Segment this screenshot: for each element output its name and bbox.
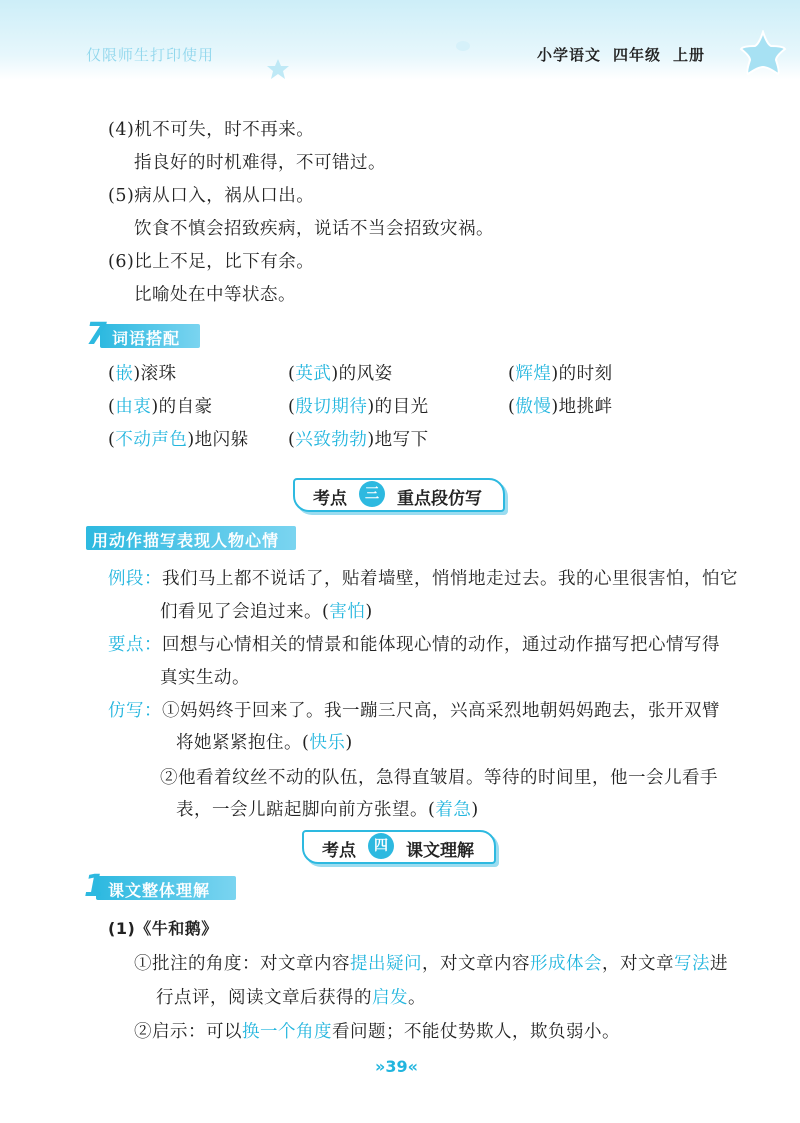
imitate-label: 仿写： bbox=[108, 701, 162, 721]
idiom-phrase: (4)机不可失，时不再来。 bbox=[108, 120, 315, 140]
idiom-phrase: (5)病从口入，祸从口出。 bbox=[108, 186, 315, 206]
section-number: 7 bbox=[86, 317, 107, 352]
text-run: ，对文章 bbox=[602, 954, 674, 974]
collocation-answer: 英武 bbox=[295, 364, 332, 384]
imitate-answer: 快乐 bbox=[309, 733, 346, 753]
section-title: 词语搭配 bbox=[112, 329, 181, 348]
keypoint-label: 要点： bbox=[108, 635, 162, 655]
topic-tag bbox=[86, 526, 296, 550]
imitate-text: 将她紧紧抱住。 bbox=[176, 733, 302, 753]
banner-title: 课文理解 bbox=[406, 841, 474, 861]
collocation-answer: 辉煌 bbox=[515, 364, 552, 384]
idiom-phrase: (6)比上不足，比下有余。 bbox=[108, 252, 315, 272]
example-label: 例段： bbox=[108, 569, 162, 589]
text-run: ②启示：可以 bbox=[134, 1022, 242, 1042]
subject-label: 小学语文 bbox=[537, 46, 602, 64]
chevron-left-icon: « bbox=[407, 1057, 418, 1076]
text-run: 进 bbox=[710, 954, 728, 974]
annotation-line bbox=[134, 952, 728, 976]
banner-prefix: 考点 bbox=[322, 841, 356, 861]
imitate-line bbox=[108, 699, 720, 723]
collocation-answer: 傲慢 bbox=[515, 397, 552, 417]
header-title bbox=[537, 44, 717, 65]
example-line bbox=[108, 567, 738, 591]
imitate-text: ①妈妈终于回来了。我一蹦三尺高，兴高采烈地朝妈妈跑去，张开双臂 bbox=[162, 701, 720, 721]
text-run: ，对文章内容 bbox=[422, 954, 530, 974]
answer-run: 形成体会 bbox=[530, 954, 602, 974]
example-answer: 害怕 bbox=[329, 602, 366, 622]
section-title: 课文整体理解 bbox=[108, 881, 211, 900]
example-text: 我们马上都不说话了，贴着墙壁，悄悄地走过去。我的心里很害怕，怕它 bbox=[162, 569, 738, 589]
watermark: 仅限师生打印使用 bbox=[86, 46, 215, 64]
text-run: ①批注的角度：对文章内容 bbox=[134, 954, 350, 974]
collocation-suffix: 的时刻 bbox=[558, 364, 613, 384]
page-number bbox=[375, 1057, 418, 1076]
imitate-line: 将她紧紧抱住。(快乐) bbox=[176, 733, 353, 753]
collocation-item: (不动声色)地闪躲 bbox=[108, 430, 249, 450]
header-band bbox=[0, 0, 800, 80]
collocation-item: (殷切期待)的目光 bbox=[288, 397, 429, 417]
collocation-suffix: 滚珠 bbox=[140, 364, 177, 384]
collocation-suffix: 地闪躲 bbox=[194, 430, 249, 450]
answer-run: 启发 bbox=[372, 988, 408, 1008]
collocation-item: (傲慢)地挑衅 bbox=[508, 397, 613, 417]
idiom-meaning: 指良好的时机难得，不可错过。 bbox=[134, 153, 386, 173]
section-number: 1 bbox=[84, 869, 105, 904]
idiom-meaning: 比喻处在中等状态。 bbox=[134, 285, 296, 305]
annotation-line bbox=[156, 986, 426, 1010]
star-icon bbox=[455, 40, 471, 52]
kaodian-4-banner bbox=[302, 830, 498, 864]
imitate-line: 表，一会儿踮起脚向前方张望。(着急) bbox=[176, 800, 479, 820]
banner-prefix: 考点 bbox=[313, 489, 347, 509]
section-1-tag bbox=[84, 869, 236, 904]
collocation-suffix: 的目光 bbox=[374, 397, 429, 417]
collocation-suffix: 的风姿 bbox=[338, 364, 393, 384]
star-icon bbox=[738, 30, 788, 76]
collocation-item: (辉煌)的时刻 bbox=[508, 364, 613, 384]
text-run: 。 bbox=[408, 988, 426, 1008]
idiom-meaning: 饮食不慎会招致疾病，说话不当会招致灾祸。 bbox=[134, 219, 494, 239]
collocation-answer: 由衷 bbox=[115, 397, 152, 417]
section-7-tag bbox=[86, 317, 200, 352]
imitate-text: 表，一会儿踮起脚向前方张望。 bbox=[176, 800, 428, 820]
imitate-line: ②他看着纹丝不动的队伍，急得直皱眉。等待的时间里，他一会儿看手 bbox=[160, 768, 718, 788]
collocation-suffix: 地写下 bbox=[374, 430, 429, 450]
collocation-item: (由衷)的自豪 bbox=[108, 397, 213, 417]
kaodian-3-banner bbox=[293, 478, 507, 512]
collocation-suffix: 地挑衅 bbox=[558, 397, 613, 417]
subsection-title: (1)《牛和鹅》 bbox=[108, 919, 218, 938]
text-run: 看问题；不能仗势欺人，欺负弱小。 bbox=[332, 1022, 620, 1042]
answer-run: 写法 bbox=[674, 954, 710, 974]
answer-run: 换一个角度 bbox=[242, 1022, 332, 1042]
collocation-answer: 嵌 bbox=[115, 364, 134, 384]
answer-run: 提出疑问 bbox=[350, 954, 422, 974]
imitate-answer: 着急 bbox=[435, 800, 472, 820]
collocation-item: (英武)的风姿 bbox=[288, 364, 393, 384]
collocation-answer: 殷切期待 bbox=[295, 397, 368, 417]
collocation-item: (兴致勃勃)地写下 bbox=[288, 430, 429, 450]
volume-label: 上册 bbox=[673, 46, 706, 64]
keypoint-line bbox=[108, 633, 720, 657]
collocation-suffix: 的自豪 bbox=[158, 397, 213, 417]
keypoint-text: 真实生动。 bbox=[160, 668, 250, 688]
star-icon bbox=[265, 58, 291, 80]
collocation-answer: 不动声色 bbox=[115, 430, 188, 450]
banner-number: 三 bbox=[359, 481, 385, 507]
chevron-right-icon: » bbox=[375, 1057, 386, 1076]
collocation-answer: 兴致勃勃 bbox=[295, 430, 368, 450]
banner-number: 四 bbox=[368, 833, 394, 859]
example-text: 们看见了会追过来。 bbox=[160, 602, 322, 622]
text-run: 行点评，阅读文章后获得的 bbox=[156, 988, 372, 1008]
example-line: 们看见了会追过来。(害怕) bbox=[160, 602, 373, 622]
collocation-item: (嵌)滚珠 bbox=[108, 364, 177, 384]
grade-label: 四年级 bbox=[613, 46, 662, 64]
keypoint-text: 回想与心情相关的情景和能体现心情的动作，通过动作描写把心情写得 bbox=[162, 635, 720, 655]
topic-title: 用动作描写表现人物心情 bbox=[92, 531, 280, 550]
banner-title: 重点段仿写 bbox=[397, 489, 482, 509]
insight-line bbox=[134, 1020, 620, 1044]
page-number-value: 39 bbox=[385, 1057, 408, 1076]
